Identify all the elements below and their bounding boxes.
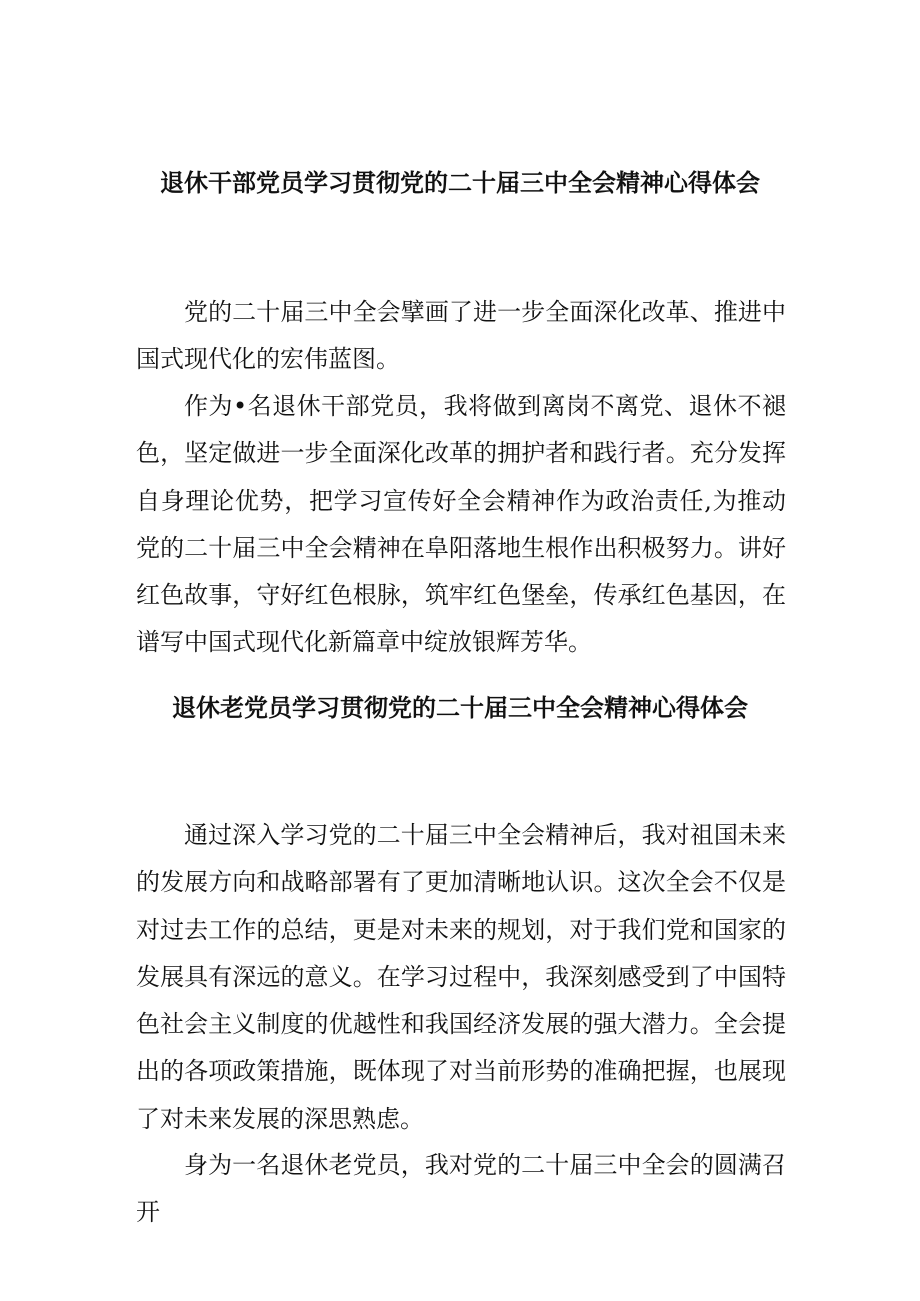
article-2-paragraph-1: 通过深入学习党的二十届三中全会精神后，我对祖国未来的发展方向和战略部署有了更加清晰地认识。这次全会不仅是对过去工作的总结，更是对未来的规划，对于我们党和国家的发展具有深远的意义。在学习过程中，我深刻感受到了中国特色社会主义制度的优越性和我国经济发展的强大潜力。全会提出的各项政策措施，既体现了对当前形势的准确把握，也展现了对未来发展的深思熟虑。 xyxy=(136,821,786,1133)
article-1-title: 退休干部党员学习贯彻党的二十届三中全会精神心得体会 xyxy=(160,169,760,197)
article-1-paragraph-1: 党的二十届三中全会擘画了进一步全面深化改革、推进中国式现代化的宏伟蓝图。 xyxy=(136,298,786,374)
article-2-title: 退休老党员学习贯彻党的二十届三中全会精神心得体会 xyxy=(172,694,748,722)
article-1-paragraph-2: 作为•名退休干部党员，我将做到离岗不离党、退休不褪色，坚定做进一步全面深化改革的拥护者和践行者。充分发挥自身理论优势，把学习宣传好全会精神作为政治责任,为推动党的二十届三中全会精神在阜阳落地生根作出积极努力。讲好红色故事，守好红色根脉，筑牢红色堡垒，传承红色基因，在谱写中国式现代化新篇章中绽放银辉芳华。 xyxy=(136,392,786,657)
article-2-paragraph-2: 身为一名退休老党员，我对党的二十届三中全会的圆满召开 xyxy=(136,1151,786,1227)
